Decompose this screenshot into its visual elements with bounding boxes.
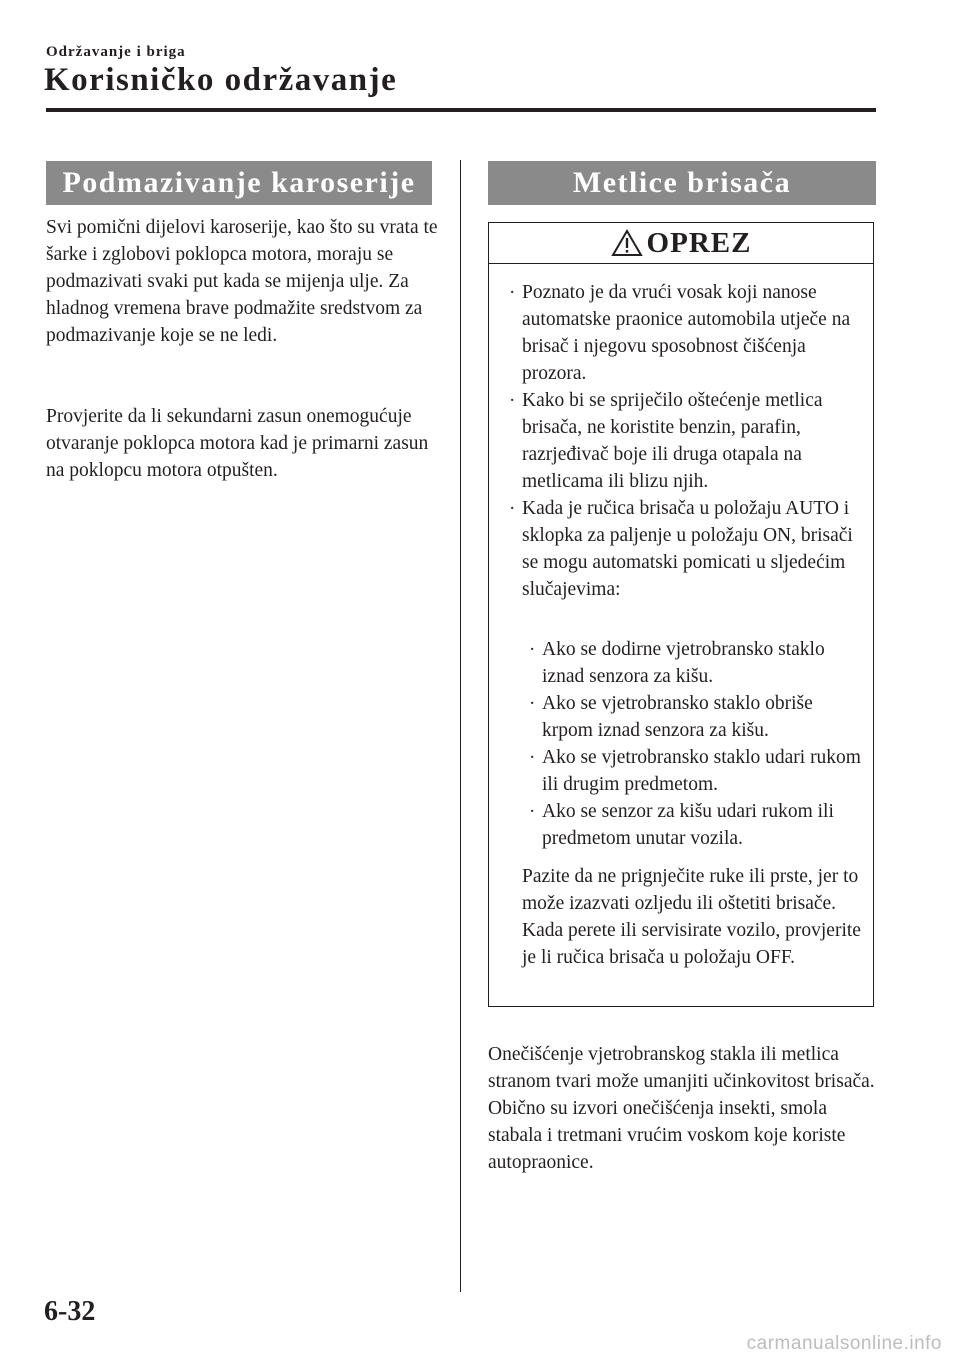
bullet-dot: · — [529, 693, 536, 714]
bullet-dot: · — [509, 498, 516, 519]
bullet-dot: · — [529, 747, 536, 768]
caution-sub-bullet-list — [529, 636, 862, 852]
header-rule — [46, 108, 876, 112]
bullet-dot: · — [529, 801, 536, 822]
bullet-dot: · — [509, 390, 516, 411]
list-item — [529, 636, 862, 690]
body-paragraph: Provjerite da li sekundarni zasun onemogućuje otvaranje poklopca motora kad je primarni zasun na poklopcu motora otpušten. — [46, 406, 429, 481]
page-title: Korisničko održavanje — [44, 62, 398, 98]
list-item — [509, 495, 867, 603]
list-item — [529, 798, 862, 852]
list-item-text: Kada je ručica brisača u položaju AUTO i sklopka za paljenje u položaju ON, brisači se mogu automatski pomicati u sljedećim slučajevima: — [522, 498, 853, 600]
bullet-dot: · — [529, 639, 536, 660]
list-item-text: Ako se vjetrobransko staklo udari rukom ili drugim predmetom. — [542, 747, 861, 795]
list-item-text: Ako se vjetrobransko staklo obriše krpom iznad senzora za kišu. — [542, 693, 813, 741]
body-paragraph: Svi pomični dijelovi karoserije, kao što su vrata te šarke i zglobovi poklopca motora, moraju se podmazivati svaki put kada se mijenja ulje. Za hladnog vremena brave podmažite sredstvom za podmazivanje koje se ne ledi. — [46, 217, 438, 346]
list-item-text: Ako se senzor za kišu udari rukom ili predmetom unutar vozila. — [542, 801, 834, 849]
body-paragraph: Onečišćenje vjetrobranskog stakla ili metlica stranom tvari može umanjiti učinkovitost brisača. Obično su izvori onečišćenja insekti, smola stabala i tretmani vrućim voskom koje koriste autopraonice. — [488, 1044, 875, 1173]
list-item-text: Ako se dodirne vjetrobransko staklo iznad senzora za kišu. — [542, 639, 825, 687]
bullet-dot: · — [509, 282, 516, 303]
caution-bullet-list — [509, 279, 867, 603]
column-divider — [460, 160, 461, 1292]
list-item-text: Poznato je da vrući vosak koji nanose automatske praonice automobila utječe na brisač i njegovu sposobnost čišćenja prozora. — [522, 282, 851, 384]
list-item — [509, 279, 867, 387]
list-item-text: Kako bi se spriječilo oštećenje metlica brisača, ne koristite benzin, parafin, razrjeđivač boje ili druga otapala na metlicama ili blizu njih. — [522, 390, 823, 492]
list-item — [509, 387, 867, 495]
section-heading-body-lubrication: Podmazivanje karoserije — [46, 161, 432, 205]
caution-header — [489, 223, 873, 264]
list-item — [529, 690, 862, 744]
list-item — [529, 744, 862, 798]
caution-note: Pazite da ne prignječite ruke ili prste, jer to može izazvati ozljedu ili oštetiti brisače. Kada perete ili servisirate vozilo, provjerite je li ručica brisača u položaju OFF. — [522, 866, 861, 968]
watermark: carmanualsonline.info — [746, 1333, 942, 1354]
warning-triangle-icon — [611, 229, 643, 257]
caution-title: OPREZ — [646, 226, 752, 259]
caution-box — [488, 222, 874, 1007]
running-header-section: Održavanje i briga — [46, 44, 186, 60]
section-heading-wiper-blades: Metlice brisača — [488, 161, 876, 205]
page-number: 6-32 — [44, 1296, 96, 1327]
